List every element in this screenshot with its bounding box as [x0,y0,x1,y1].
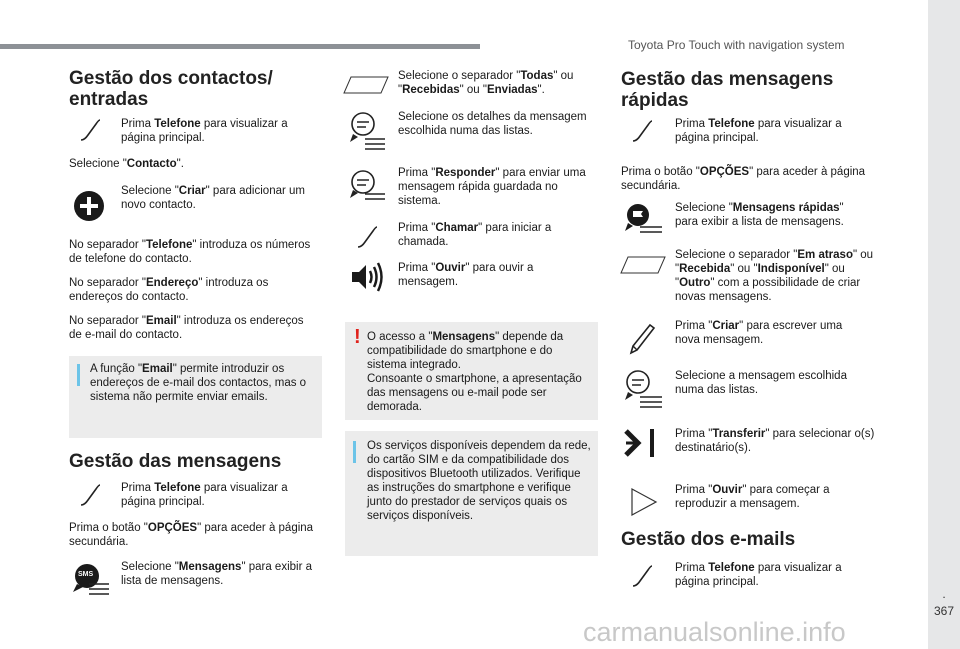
quick-step-6: Selecione a mensagem escolhida numa das listas. [675,370,847,396]
handset-icon [78,118,102,142]
tab-selector-icon [343,76,389,94]
tab-selector-icon [620,256,666,274]
reply-icon [349,170,385,200]
pencil-icon [628,322,656,356]
quick-step-7: Prima "Transferir" para selecionar o(s) destinatário(s). [675,428,875,454]
page-number: 367 [933,604,955,618]
emails-step-1: Prima Telefone para visualizar a página principal. [675,562,842,588]
contacts-step-1: Prima Telefone para visualizar a página principal. [121,118,288,144]
add-icon [72,189,106,223]
messages-step-2: Prima o botão "OPÇÕES" para aceder à página secundária. [69,522,314,548]
message-details-icon [349,112,385,152]
info-note-email [69,356,322,438]
contacts-step-5: No separador "Endereço" introduza os endereços do contacto. [69,277,269,303]
messages-step-5: Selecione os detalhes da mensagem escolhida numa das listas. [398,111,587,137]
messages-step-8: Prima "Ouvir" para ouvir a mensagem. [398,262,534,288]
messages-step-1: Prima Telefone para visualizar a página principal. [121,482,288,508]
warning-note-text: O acesso a "Mensagens" depende da compatibilidade do smartphone e do sistema integrado. Consoante o smartphone, a apresentação das mensagens ou e-mail pode ser demorada. [367,331,582,413]
quick-step-1: Prima Telefone para visualizar a página principal. [675,118,842,144]
heading-contacts: Gestão dos contactos/ entradas [69,68,273,110]
contacts-step-4: No separador "Telefone" introduza os números de telefone do contacto. [69,239,311,265]
handset-icon [630,119,654,143]
messages-step-4: Selecione o separador "Todas" ou "Recebidas" ou "Enviadas". [398,70,574,96]
messages-step-3: Selecione "Mensagens" para exibir a lista de mensagens. [121,561,312,587]
page-marker: . [942,587,946,601]
contacts-step-3: Selecione "Criar" para adicionar um novo contacto. [121,185,305,211]
side-strip [928,0,960,649]
play-icon [630,487,658,517]
info-note-services [345,431,598,556]
info-note-email-text: A função "Email" permite introduzir os endereços de e-mail dos contactos, mas o sistema não permite enviar emails. [90,363,307,403]
handset-icon [78,483,102,507]
messages-step-6: Prima "Responder" para enviar uma mensagem rápida guardada no sistema. [398,167,586,207]
sms-label: SMS [78,571,94,578]
speaker-icon [350,262,386,292]
quick-step-5: Prima "Criar" para escrever uma nova mensagem. [675,320,843,346]
messages-step-7: Prima "Chamar" para iniciar a chamada. [398,222,552,248]
sms-list-icon [73,562,113,598]
info-note-services-text: Os serviços disponíveis dependem da rede, do cartão SIM e da compatibilidade dos dispositivos Bluetooth utilizados. Verifique as instruções do smartphone e verifique junto do prestador de serviços quais os serviços disponíveis. [367,440,591,522]
info-icon [77,364,80,386]
heading-emails: Gestão dos e-mails [621,529,796,550]
forward-icon [624,427,658,459]
contacts-step-6: No separador "Email" introduza os endereços de e-mail do contacto. [69,315,304,341]
call-icon [355,225,379,249]
quick-step-8: Prima "Ouvir" para começar a reproduzir a mensagem. [675,484,830,510]
contacts-step-2: Selecione "Contacto". [69,158,184,170]
watermark: carmanualsonline.info [583,617,846,647]
warning-note [345,322,598,420]
quick-step-3: Selecione "Mensagens rápidas" para exibir a lista de mensagens. [675,202,844,228]
quick-step-2: Prima o botão "OPÇÕES" para aceder à página secundária. [621,166,866,192]
quick-message-icon [624,203,664,237]
handset-icon [630,564,654,588]
header-bar [0,44,480,49]
warning-icon: ! [354,326,361,348]
quick-step-4: Selecione o separador "Em atraso" ou "Recebida" ou "Indisponível" ou "Outro" com a possibilidade de criar novas mensagens. [675,249,874,303]
running-header: Toyota Pro Touch with navigation system [628,38,845,52]
message-select-icon [624,370,662,410]
heading-messages: Gestão das mensagens [69,451,282,472]
heading-quick-messages: Gestão das mensagens rápidas [621,69,834,111]
info-icon [353,441,356,463]
